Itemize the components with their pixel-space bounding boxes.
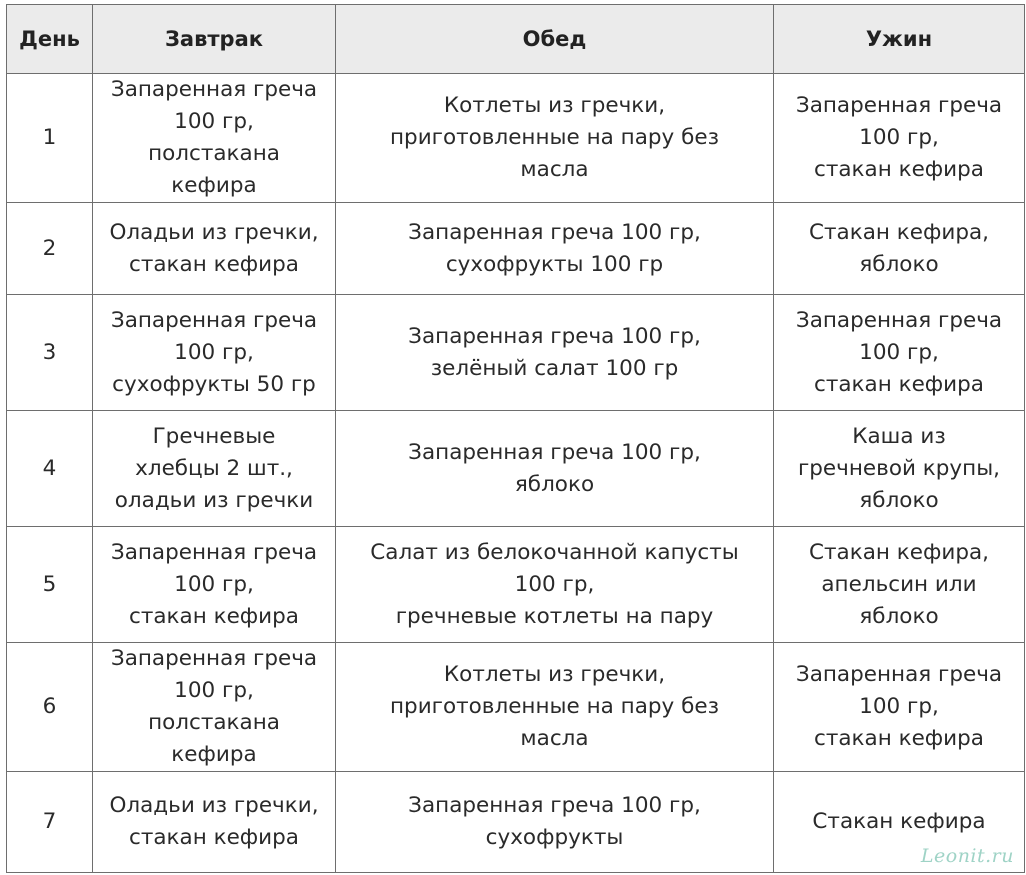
cell-text: Гречневые хлебцы 2 шт., оладьи из гречки [114,423,314,513]
breakfast-cell [93,74,336,203]
meal-plan-table [6,4,1025,873]
cell-text: Запаренная греча 100 гр, яблоко [408,439,701,497]
dinner-cell [774,643,1025,772]
table-row [7,643,1025,772]
table-body [7,74,1025,873]
table-row [7,295,1025,411]
cell-text: Каша из гречневой крупы, яблоко [797,423,1000,513]
lunch-cell [336,295,774,411]
breakfast-cell [93,411,336,527]
watermark-text: Leonit.ru [920,845,1014,867]
cell-text: Салат из белокочанной капусты 100 гр, гречневые котлеты на пару [370,539,739,629]
table-row [7,411,1025,527]
dinner-cell [774,295,1025,411]
lunch-cell [336,74,774,203]
lunch-cell [336,203,774,295]
breakfast-cell [93,643,336,772]
table-header [7,5,1025,74]
dinner-cell [774,527,1025,643]
dinner-cell [774,203,1025,295]
breakfast-cell [93,203,336,295]
header-dinner: Ужин [774,5,1025,74]
table-row [7,74,1025,203]
day-cell: 2 [7,203,93,295]
day-cell: 1 [7,74,93,203]
cell-text: Запаренная греча 100 гр, полстакана кефира [110,646,318,767]
cell-text: Запаренная греча 100 гр, зелёный салат 100 гр [408,323,701,381]
header-day: День [7,5,93,74]
cell-text: Запаренная греча 100 гр, стакан кефира [795,307,1003,397]
cell-text: Стакан кефира, апельсин или яблоко [809,539,989,629]
table-row [7,527,1025,643]
lunch-cell [336,527,774,643]
cell-text: Запаренная греча 100 гр, сухофрукты 50 гр [110,307,318,397]
breakfast-cell [93,772,336,873]
day-cell: 4 [7,411,93,527]
header-breakfast: Завтрак [93,5,336,74]
header-lunch: Обед [336,5,774,74]
cell-text: Оладьи из гречки, стакан кефира [109,219,319,277]
cell-text: Запаренная греча 100 гр, сухофрукты 100 гр [408,219,701,277]
cell-text: Стакан кефира [812,809,986,834]
cell-text: Котлеты из гречки, приготовленные на пару без масла [389,93,720,182]
breakfast-cell [93,527,336,643]
day-cell: 5 [7,527,93,643]
cell-text: Запаренная греча 100 гр, стакан кефира [110,539,318,629]
cell-text: Запаренная греча 100 гр, стакан кефира [795,93,1003,182]
cell-text: Оладьи из гречки, стакан кефира [109,793,319,850]
lunch-cell [336,411,774,527]
day-cell: 7 [7,772,93,873]
breakfast-cell [93,295,336,411]
lunch-cell [336,643,774,772]
day-cell: 3 [7,295,93,411]
cell-text: Запаренная греча 100 гр, полстакана кефира [110,77,318,198]
lunch-cell [336,772,774,873]
header-row [7,5,1025,74]
dinner-cell [774,74,1025,203]
cell-text: Стакан кефира, яблоко [809,219,989,277]
cell-text: Запаренная греча 100 гр, стакан кефира [795,662,1003,751]
table-row [7,772,1025,873]
day-cell: 6 [7,643,93,772]
cell-text: Котлеты из гречки, приготовленные на пару без масла [389,662,720,751]
dinner-cell [774,411,1025,527]
cell-text: Запаренная греча 100 гр, сухофрукты [408,793,701,850]
table-row [7,203,1025,295]
